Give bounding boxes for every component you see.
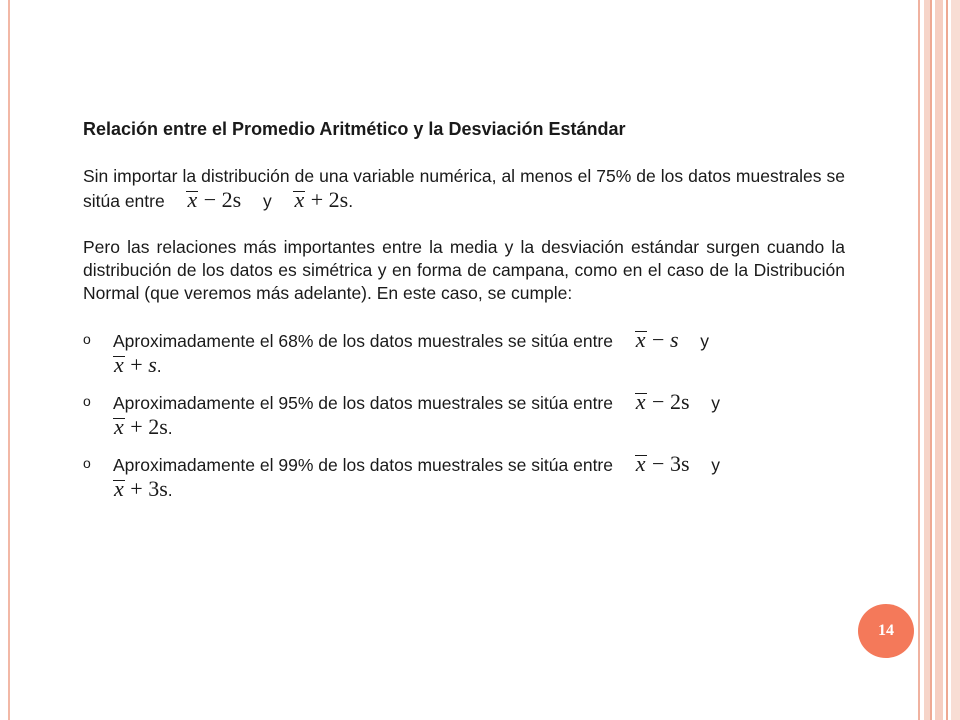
list-item: o Aproximadamente el 95% de los datos muestrales se sitúa entre x − 2s y x + 2s.: [83, 389, 720, 439]
formula-mean-minus-s: x − s: [635, 327, 679, 352]
list-item: o Aproximadamente el 99% de los datos muestrales se sitúa entre x − 3s y x + 3s.: [83, 451, 720, 501]
right-border-stripe: [946, 0, 948, 720]
paragraph-text: Sin importar la distribución de una variable numérica, al menos el 75% de los datos muestrales se sitúa entre: [83, 166, 845, 211]
formula-mean-plus-2s: x + 2s: [294, 187, 349, 212]
conjunction: y: [711, 393, 720, 413]
page-number-badge: 14: [858, 604, 914, 658]
list-item-text: Aproximadamente el 99% de los datos muestrales se sitúa entre: [113, 455, 613, 475]
conjunction: y: [711, 455, 720, 475]
formula-mean-minus-2s: x − 2s: [187, 187, 242, 212]
bullet-circle-icon: o: [83, 393, 91, 409]
left-border-line: [8, 0, 10, 720]
slide-title: Relación entre el Promedio Aritmético y la Desviación Estándar: [83, 119, 626, 139]
formula-mean-plus-2s: x + 2s: [114, 414, 168, 439]
list-item-text: Aproximadamente el 95% de los datos muestrales se sitúa entre: [113, 393, 613, 413]
bullet-circle-icon: o: [83, 331, 91, 347]
paragraph-normal: Pero las relaciones más importantes entre la media y la desviación estándar surgen cuando la distribución de los datos es simétrica y en forma de campana, como en el caso de la Distribución Normal (que veremos más adelante). En este caso, se cumple:: [83, 237, 845, 303]
list-item-text: Aproximadamente el 68% de los datos muestrales se sitúa entre: [113, 331, 613, 351]
formula-mean-minus-3s: x − 3s: [635, 451, 690, 476]
conjunction: y: [262, 191, 272, 211]
bullet-circle-icon: o: [83, 455, 91, 471]
paragraph-chebyshev: Sin importar la distribución de una variable numérica, al menos el 75% de los datos muestrales se sitúa entre x − 2s y x + 2s.: [83, 166, 845, 212]
slide-content: [83, 118, 845, 514]
formula-mean-plus-3s: x + 3s: [114, 476, 168, 501]
formula-mean-minus-2s: x − 2s: [635, 389, 690, 414]
right-border-stripe: [918, 0, 920, 720]
list-item: o Aproximadamente el 68% de los datos muestrales se sitúa entre x − s y x + s.: [83, 327, 709, 377]
conjunction: y: [700, 331, 709, 351]
right-border-stripe: [935, 0, 943, 720]
formula-mean-plus-s: x + s: [114, 352, 157, 377]
rule-list: [83, 328, 845, 502]
right-border-stripe: [951, 0, 960, 720]
right-border-stripe: [930, 0, 932, 720]
